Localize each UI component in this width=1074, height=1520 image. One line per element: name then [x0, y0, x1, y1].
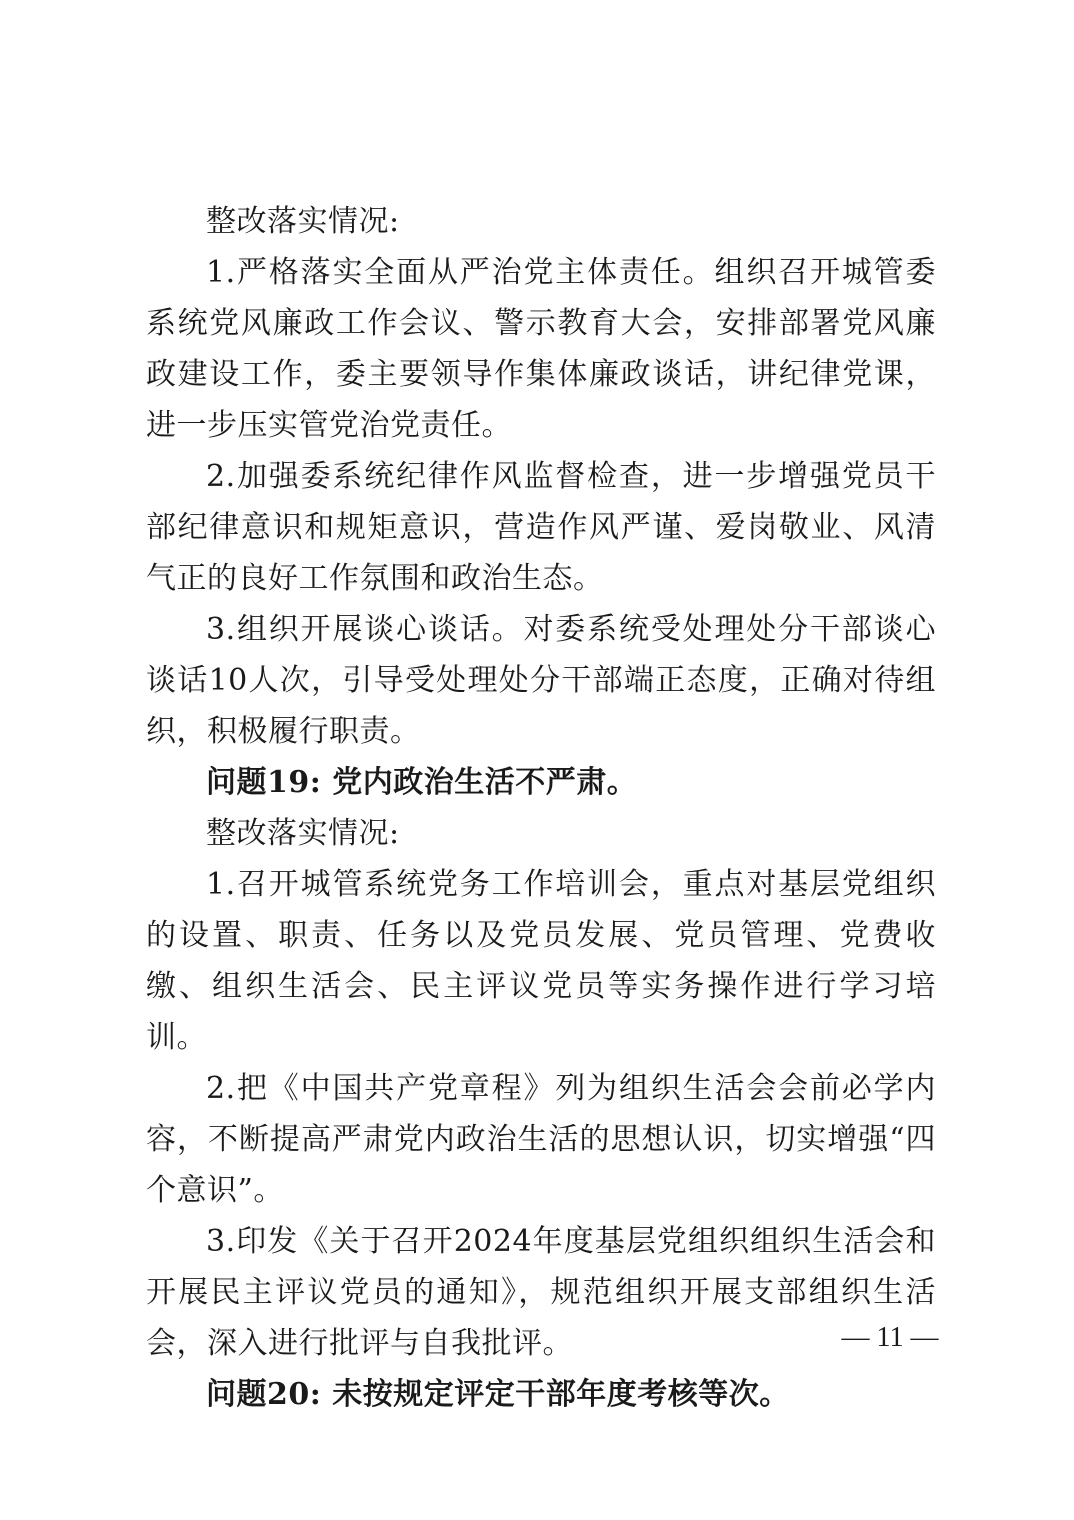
paragraph-item-3b: 3.印发《关于召开2024年度基层党组织组织生活会和开展民主评议党员的通知》，规范组织开展支部组织生活会，深入进行批评与自我批评。 [146, 1224, 936, 1361]
paragraph-item-2b: 2.把《中国共产党章程》列为组织生活会会前必学内容，不断提高严肃党内政治生活的思想认识，切实增强“四个意识”。 [146, 1071, 936, 1208]
page-number: — 11 — [841, 1322, 939, 1353]
paragraph-item-2: 2.加强委系统纪律作风监督检查，进一步增强党员干部纪律意识和规矩意识，营造作风严谨、爱岗敬业、风清气正的良好工作氛围和政治生态。 [146, 459, 936, 596]
paragraph-item-3: 3.组织开展谈心谈话。对委系统受处理处分干部谈心谈话10人次，引导受处理处分干部端正态度，正确对待组织，积极履行职责。 [146, 612, 936, 749]
heading-issue-19: 问题19: 党内政治生活不严肃。 [206, 765, 638, 800]
paragraph-item-1b: 1.召开城管系统党务工作培训会，重点对基层党组织的设置、职责、任务以及党员发展、党员管理、党费收缴、组织生活会、民主评议党员等实务操作进行学习培训。 [146, 867, 936, 1055]
heading-issue-20: 问题20: 未按规定评定干部年度考核等次。 [206, 1377, 790, 1412]
document-body [146, 196, 936, 1420]
paragraph-item-1: 1.严格落实全面从严治党主体责任。组织召开城管委系统党风廉政工作会议、警示教育大会，安排部署党风廉政建设工作，委主要领导作集体廉政谈话，讲纪律党课，进一步压实管党治党责任。 [146, 255, 936, 443]
paragraph-rectification-status-1: 整改落实情况: [206, 204, 400, 239]
paragraph-rectification-status-2: 整改落实情况: [206, 816, 400, 851]
